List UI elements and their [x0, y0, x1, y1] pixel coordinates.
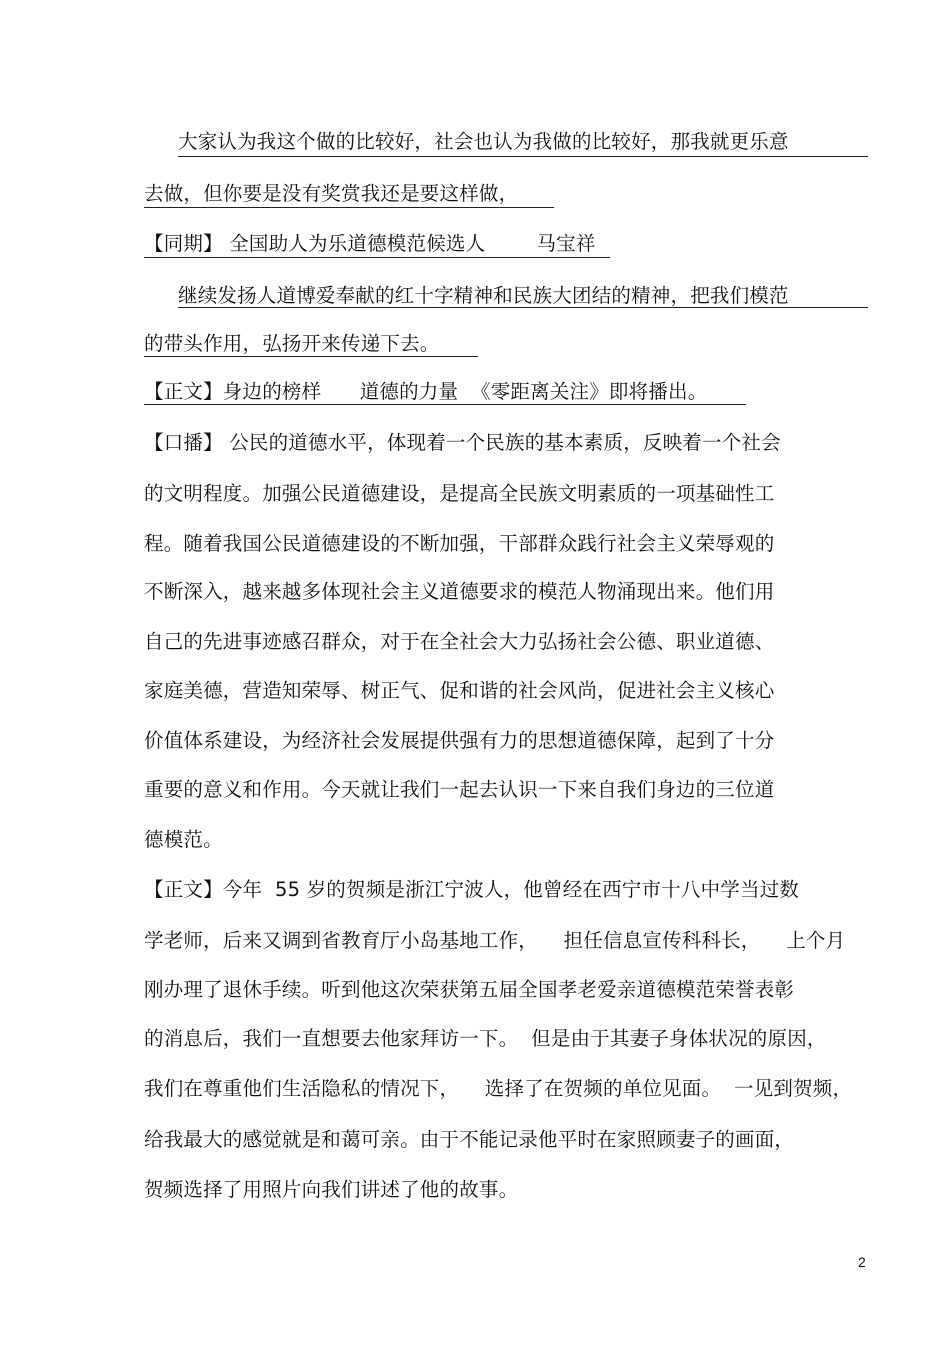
underline	[144, 404, 746, 405]
underline	[178, 307, 868, 308]
text-line: 程。随着我国公民道德建设的不断加强，干部群众践行社会主义荣辱观的	[144, 532, 775, 555]
page-number: 2	[858, 1254, 866, 1270]
underline	[178, 156, 868, 157]
text-line: 贺频选择了用照片向我们讲述了他的故事。	[144, 1178, 519, 1201]
text-line: 去做，但你要是没有奖赏我还是要这样做，	[144, 182, 519, 205]
text-line: 刚办理了退休手续。听到他这次荣获第五届全国孝老爱亲道德模范荣誉表彰	[144, 978, 795, 1001]
underline	[144, 207, 554, 208]
text-line: 【口播】 公民的道德水平，体现着一个民族的基本素质，反映着一个社会	[144, 431, 781, 454]
underline	[144, 257, 610, 258]
text-line: 【同期】 全国助人为乐道德模范候选人 马宝祥	[144, 232, 596, 255]
text-line: 大家认为我这个做的比较好，社会也认为我做的比较好，那我就更乐意	[178, 130, 789, 153]
text-line: 自己的先进事迹感召群众，对于在全社会大力弘扬社会公德、职业道德、	[144, 630, 775, 653]
text-line: 【正文】今年 55 岁的贺频是浙江宁波人，他曾经在西宁市十八中学当过数	[144, 878, 800, 901]
text-line: 的带头作用，弘扬开来传递下去。	[144, 332, 440, 355]
text-line: 给我最大的感觉就是和蔼可亲。由于不能记录他平时在家照顾妻子的画面，	[144, 1128, 795, 1151]
text-line: 【正文】身边的榜样 道德的力量 《零距离关注》即将播出。	[144, 380, 708, 403]
text-line: 学老师，后来又调到省教育厅小岛基地工作， 担任信息宣传科科长， 上个月	[144, 929, 846, 952]
text-line: 不断深入，越来越多体现社会主义道德要求的模范人物涌现出来。他们用	[144, 580, 775, 603]
text-line: 的消息后，我们一直想要去他家拜访一下。 但是由于其妻子身体状况的原因，	[144, 1027, 827, 1050]
text-line: 继续发扬人道博爱奉献的红十字精神和民族大团结的精神，把我们模范	[178, 284, 789, 307]
text-line: 德模范。	[144, 828, 223, 851]
underline	[144, 356, 478, 357]
text-line: 我们在尊重他们生活隐私的情况下， 选择了在贺频的单位见面。 一见到贺频，	[144, 1077, 853, 1100]
text-line: 的文明程度。加强公民道德建设，是提高全民族文明素质的一项基础性工	[144, 482, 775, 505]
text-line: 重要的意义和作用。今天就让我们一起去认识一下来自我们身边的三位道	[144, 778, 775, 801]
text-line: 价值体系建设，为经济社会发展提供强有力的思想道德保障，起到了十分	[144, 729, 775, 752]
text-line: 家庭美德，营造知荣辱、树正气、促和谐的社会风尚，促进社会主义核心	[144, 679, 775, 702]
